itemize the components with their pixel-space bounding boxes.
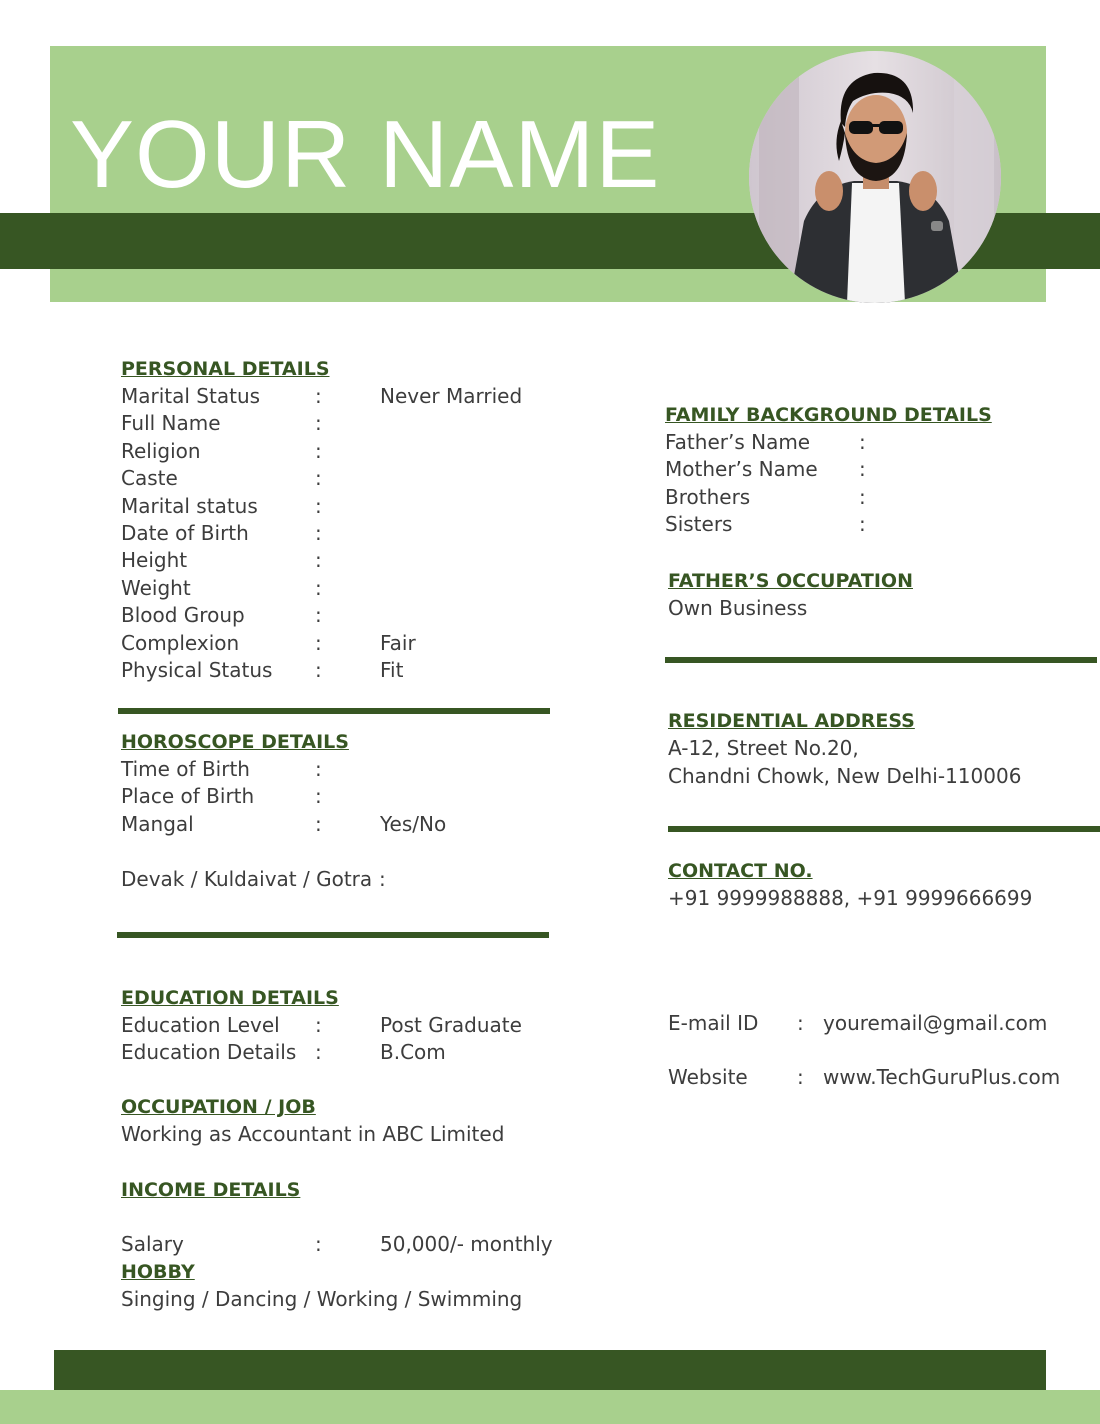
detail-value: Yes/No xyxy=(380,811,447,836)
income-details-heading: INCOME DETAILS xyxy=(121,1179,301,1201)
detail-separator: : xyxy=(315,757,322,781)
detail-label: Sisters xyxy=(665,512,733,537)
detail-label: Weight xyxy=(121,575,191,600)
detail-row xyxy=(665,456,1065,483)
detail-label: Caste xyxy=(121,466,178,491)
detail-separator: : xyxy=(315,466,322,491)
detail-separator: : xyxy=(859,430,866,454)
detail-label: Salary xyxy=(121,1232,184,1257)
detail-label: Education Details xyxy=(121,1040,297,1065)
section-divider xyxy=(668,826,1100,832)
page-title: YOUR NAME xyxy=(70,101,661,208)
residential-address-heading: RESIDENTIAL ADDRESS xyxy=(668,710,915,732)
hobby-heading: HOBBY xyxy=(121,1261,195,1283)
detail-label: Mother’s Name xyxy=(665,457,818,482)
detail-separator: : xyxy=(797,1010,804,1035)
detail-label: Place of Birth xyxy=(121,784,255,809)
detail-separator: : xyxy=(859,457,866,482)
detail-separator: : xyxy=(315,575,322,600)
detail-row xyxy=(121,1039,561,1066)
detail-value: Post Graduate xyxy=(380,1013,522,1037)
occupation-text: Working as Accountant in ABC Limited xyxy=(121,1122,505,1146)
family-background-heading: FAMILY BACKGROUND DETAILS xyxy=(665,404,992,426)
detail-row xyxy=(121,465,561,492)
occupation-heading: OCCUPATION / JOB xyxy=(121,1096,316,1118)
detail-separator: : xyxy=(315,630,322,655)
detail-separator: : xyxy=(315,784,322,809)
detail-row xyxy=(665,429,1065,456)
detail-row xyxy=(121,657,561,684)
portrait-photo-drawing xyxy=(749,51,1001,303)
detail-separator: : xyxy=(315,603,322,628)
detail-separator: : xyxy=(859,512,866,537)
personal-details-heading: PERSONAL DETAILS xyxy=(121,358,330,380)
detail-separator: : xyxy=(315,1232,322,1257)
detail-label: E-mail ID xyxy=(668,1010,759,1035)
detail-label: Father’s Name xyxy=(665,430,811,454)
detail-label: Date of Birth xyxy=(121,520,249,545)
father-occupation-text: Own Business xyxy=(668,596,808,620)
detail-value: Fit xyxy=(380,657,404,682)
website-value: www.TechGuruPlus.com xyxy=(823,1065,1061,1090)
email-row xyxy=(668,1010,1088,1037)
contact-heading: CONTACT NO. xyxy=(668,860,813,882)
detail-label: Education Level xyxy=(121,1013,280,1037)
detail-separator: : xyxy=(315,1013,322,1037)
detail-separator: : xyxy=(315,811,322,836)
detail-separator: : xyxy=(315,1040,322,1065)
detail-row xyxy=(121,438,561,465)
detail-separator: : xyxy=(315,438,322,463)
detail-label: Marital status xyxy=(121,493,258,518)
family-details-list xyxy=(665,429,1065,539)
detail-label: Mangal xyxy=(121,811,194,836)
detail-row xyxy=(121,783,561,810)
section-divider xyxy=(665,657,1097,663)
detail-value: Fair xyxy=(380,630,416,655)
detail-label: Religion xyxy=(121,438,201,463)
detail-separator: : xyxy=(315,411,322,436)
horoscope-details-heading: HOROSCOPE DETAILS xyxy=(121,731,349,753)
gotra-row xyxy=(121,866,561,893)
detail-separator: : xyxy=(315,548,322,573)
detail-label: Website xyxy=(668,1065,748,1090)
detail-row xyxy=(665,511,1065,538)
detail-value: 50,000/- monthly xyxy=(380,1232,553,1257)
detail-value: B.Com xyxy=(380,1040,446,1065)
horoscope-details-list xyxy=(121,756,561,838)
detail-row xyxy=(121,602,561,629)
detail-separator: : xyxy=(797,1065,804,1090)
hobby-text: Singing / Dancing / Working / Swimming xyxy=(121,1287,523,1311)
father-occupation-heading: FATHER’S OCCUPATION xyxy=(668,570,913,592)
footer-stripe xyxy=(54,1350,1046,1390)
detail-label: Devak / Kuldaivat / Gotra xyxy=(121,867,373,891)
detail-row xyxy=(665,484,1065,511)
footer-band xyxy=(0,1390,1100,1424)
email-value: youremail@gmail.com xyxy=(823,1010,1048,1035)
detail-label: Blood Group xyxy=(121,603,245,628)
detail-label: Time of Birth xyxy=(121,757,250,781)
detail-label: Height xyxy=(121,548,188,573)
detail-separator: : xyxy=(379,867,386,891)
detail-label: Brothers xyxy=(665,484,751,509)
detail-value: Never Married xyxy=(380,384,523,408)
detail-row xyxy=(121,756,561,783)
detail-label: Full Name xyxy=(121,411,221,436)
detail-row xyxy=(121,547,561,574)
detail-row xyxy=(121,575,561,602)
detail-row xyxy=(121,630,561,657)
detail-separator: : xyxy=(315,520,322,545)
detail-label: Marital Status xyxy=(121,384,261,408)
address-line-2: Chandni Chowk, New Delhi-110006 xyxy=(668,764,1022,788)
detail-label: Complexion xyxy=(121,630,240,655)
detail-row xyxy=(121,1012,561,1039)
education-details-heading: EDUCATION DETAILS xyxy=(121,987,339,1009)
detail-row xyxy=(121,1231,561,1258)
detail-row xyxy=(121,383,561,410)
portrait-photo-icon xyxy=(749,51,1001,303)
section-divider xyxy=(118,708,550,714)
detail-row xyxy=(121,493,561,520)
section-divider xyxy=(117,932,549,938)
detail-label: Physical Status xyxy=(121,657,273,682)
detail-separator: : xyxy=(315,384,322,408)
personal-details-list xyxy=(121,383,561,684)
education-details-list xyxy=(121,1012,561,1067)
address-line-1: A-12, Street No.20, xyxy=(668,736,859,760)
detail-row xyxy=(121,811,561,838)
detail-separator: : xyxy=(315,657,322,682)
detail-row xyxy=(121,520,561,547)
detail-separator: : xyxy=(315,493,322,518)
detail-separator: : xyxy=(859,484,866,509)
detail-row xyxy=(121,410,561,437)
website-row xyxy=(668,1064,1088,1091)
contact-phones: +91 9999988888, +91 9999666699 xyxy=(668,886,1033,910)
